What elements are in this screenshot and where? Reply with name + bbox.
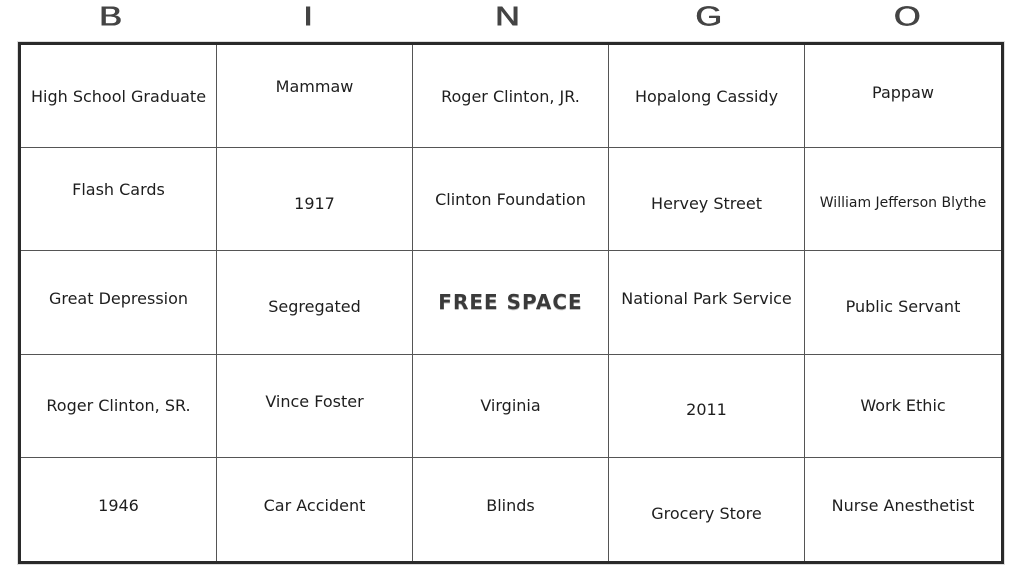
bingo-cell-r4c2[interactable] [217,355,413,458]
cell-label: 1917 [294,193,335,213]
cell-label: Roger Clinton, SR. [46,396,191,416]
bingo-cell-r1c3[interactable] [413,45,609,148]
bingo-cell-r2c5[interactable] [805,148,1001,251]
bingo-cell-r1c2[interactable] [217,45,413,148]
cell-label: William Jefferson Blythe [819,195,987,212]
bingo-cell-r1c5[interactable] [805,45,1001,148]
bingo-cell-r3c1[interactable] [21,251,217,354]
bingo-cell-r5c1[interactable] [21,458,217,561]
cell-label: Mammaw [275,76,354,96]
bingo-cell-r3c3-free[interactable] [413,251,609,354]
cell-label: Hervey Street [651,193,762,213]
cell-label: Hopalong Cassidy [634,86,779,106]
free-space-label: FREE SPACE [438,290,583,315]
cell-label: Car Accident [263,495,366,515]
cell-label: Virginia [480,396,541,416]
cell-label: Segregated [268,296,361,316]
cell-label: High School Graduate [30,86,207,106]
bingo-cell-r5c5[interactable] [805,458,1001,561]
bingo-cell-r5c4[interactable] [609,458,805,561]
bingo-cell-r4c3[interactable] [413,355,609,458]
bingo-cell-r1c1[interactable] [21,45,217,148]
cell-label: National Park Service [621,288,792,308]
cell-label: 1946 [98,495,139,515]
bingo-cell-r2c2[interactable] [217,148,413,251]
bingo-cell-r4c1[interactable] [21,355,217,458]
bingo-board [18,42,1004,564]
cell-label: Flash Cards [72,179,165,199]
bingo-cell-r5c2[interactable] [217,458,413,561]
bingo-cell-r4c4[interactable] [609,355,805,458]
bingo-header [20,0,1002,42]
cell-label: Grocery Store [651,503,762,523]
header-letter-b: B [98,0,124,32]
bingo-cell-r3c2[interactable] [217,251,413,354]
bingo-cell-r1c4[interactable] [609,45,805,148]
header-letter-g: G [695,0,724,32]
bingo-cell-r3c4[interactable] [609,251,805,354]
bingo-cell-r2c3[interactable] [413,148,609,251]
header-letter-i: I [302,0,315,32]
bingo-cell-r4c5[interactable] [805,355,1001,458]
cell-label: Nurse Anesthetist [831,495,975,515]
bingo-cell-r3c5[interactable] [805,251,1001,354]
bingo-cell-r5c3[interactable] [413,458,609,561]
cell-label: Pappaw [872,82,934,102]
cell-label: Great Depression [48,288,189,308]
cell-label: Vince Foster [265,392,364,412]
bingo-cell-r2c1[interactable] [21,148,217,251]
cell-label: Roger Clinton, JR. [441,86,580,106]
cell-label: 2011 [686,400,727,420]
cell-label: Blinds [486,495,535,515]
cell-label: Public Servant [845,296,961,316]
header-letter-o: O [893,0,923,32]
cell-label: Work Ethic [860,396,946,416]
bingo-cell-r2c4[interactable] [609,148,805,251]
cell-label: Clinton Foundation [435,189,586,209]
header-letter-n: N [494,0,522,32]
